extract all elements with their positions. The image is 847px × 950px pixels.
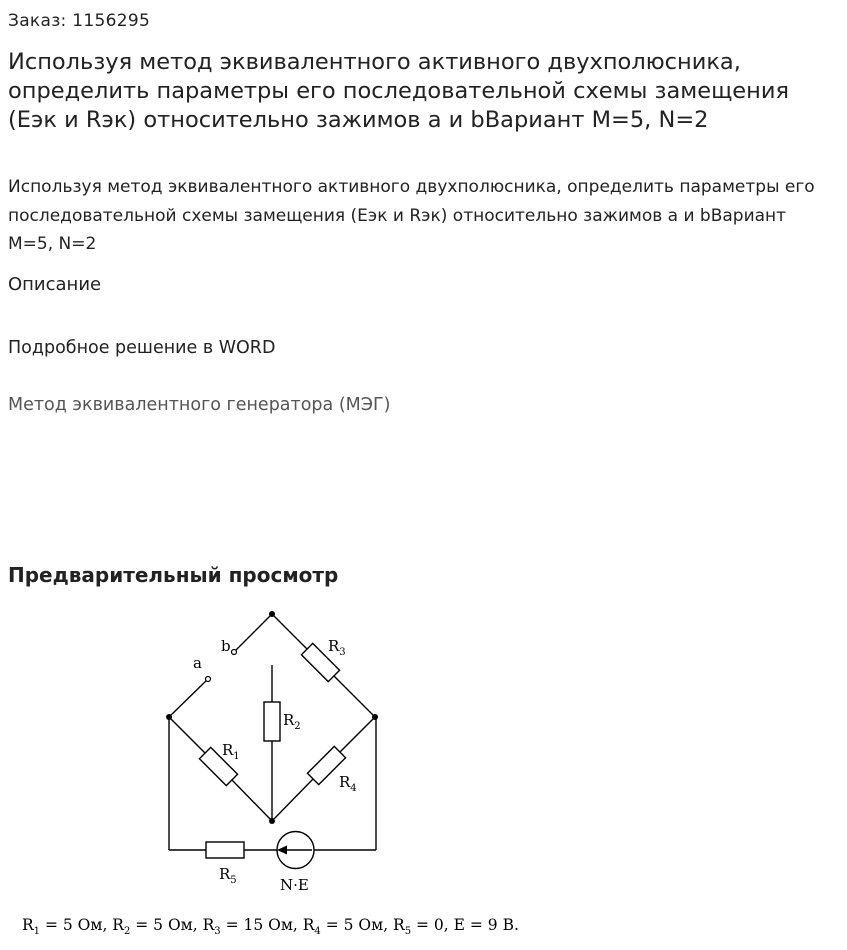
wire-top-r3: [272, 614, 307, 649]
label-r3: $R_3$: [328, 637, 346, 658]
label-source-emf: N·E: [280, 876, 309, 894]
order-number: Заказ: 1156295: [8, 11, 151, 31]
description-section-label: Описание: [8, 274, 102, 295]
node-top: [269, 611, 275, 617]
node-right: [372, 714, 378, 720]
wire-r3-right: [334, 676, 375, 717]
wire-r1-bottom: [232, 780, 272, 821]
method-link[interactable]: Метод эквивалентного генератора (МЭГ): [8, 395, 391, 415]
resistor-r5: [206, 842, 244, 858]
preview-heading: Предварительный просмотр: [8, 563, 339, 587]
task-description: Используя метод эквивалентного активного двухполюсника, определить параметры его последовательной схемы замещения (Еэк и Rэк) относительно зажимов а и bВариант М=5, N=2: [8, 177, 815, 254]
label-r5: $R_5$: [219, 865, 237, 886]
label-r4: $R_4$: [339, 773, 357, 794]
label-b: b: [221, 637, 231, 655]
circuit-diagram: [0, 600, 560, 945]
node-bottom: [269, 818, 275, 824]
wire-r4-bottom: [272, 779, 313, 821]
label-r2: $R_2$: [283, 711, 301, 732]
circuit-preview-image: [0, 600, 560, 945]
solution-format-text: Подробное решение в WORD: [8, 338, 276, 358]
terminal-a: [206, 677, 211, 682]
resistor-r2: [264, 702, 280, 741]
terminal-b: [232, 650, 237, 655]
wire-a-left: [169, 679, 208, 717]
node-left: [166, 714, 172, 720]
label-a: a: [193, 654, 202, 672]
wire-left-r1: [169, 717, 205, 753]
label-r1: $R_1$: [222, 741, 240, 762]
wire-right-r4: [340, 717, 375, 752]
circuit-parameters: $R_1 = 5$ Ом, $R_2 = 5$ Ом, $R_3 = 15$ Ом, $R_4 = 5$ Ом, $R_5 = 0$, E = 9 В.: [22, 916, 519, 937]
wire-b-top: [234, 614, 272, 652]
page-title: Используя метод эквивалентного активного двухполюсника, определить параметры его последовательной схемы замещения (Еэк и Rэк) относительно зажимов а и bВариант М=5, N=2: [8, 49, 789, 133]
voltage-source: [277, 832, 314, 869]
